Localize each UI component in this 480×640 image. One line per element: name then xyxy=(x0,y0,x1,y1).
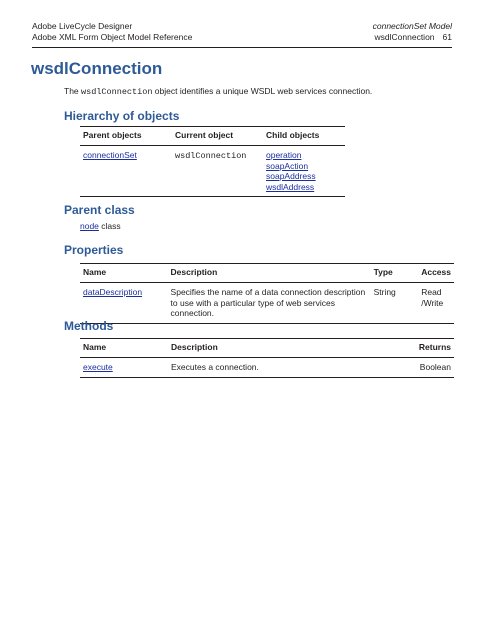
header-doc-title: Adobe LiveCycle Designer xyxy=(32,21,133,31)
header-chapter: connectionSet Model xyxy=(372,21,452,31)
property-access: Read /Write xyxy=(418,283,454,324)
methods-heading: Methods xyxy=(64,319,114,333)
parent-link-connectionSet[interactable]: connectionSet xyxy=(83,150,137,160)
col-current-object: Current object xyxy=(172,127,263,146)
col-access: Access xyxy=(418,264,454,283)
header-rule xyxy=(32,47,452,48)
table-row xyxy=(80,146,345,197)
child-objects-list xyxy=(263,146,345,197)
header-section xyxy=(375,32,452,43)
method-returns: Boolean xyxy=(398,358,454,378)
parent-class-text xyxy=(80,221,121,231)
intro-code: wsdlConnection xyxy=(81,87,153,97)
col-name: Name xyxy=(80,264,168,283)
col-returns: Returns xyxy=(398,339,454,358)
current-object: wsdlConnection xyxy=(175,151,247,161)
table-row xyxy=(80,358,454,378)
intro-prefix: The xyxy=(64,86,82,96)
col-parent-objects: Parent objects xyxy=(80,127,172,146)
parent-class-link-node[interactable]: node xyxy=(80,221,99,231)
parent-class-suffix: class xyxy=(98,221,121,231)
method-link-execute[interactable]: execute xyxy=(83,362,113,372)
property-type: String xyxy=(371,283,419,324)
page-number: 61 xyxy=(442,32,452,42)
intro-suffix: object identifies a unique WSDL web services connection. xyxy=(152,86,373,96)
col-type: Type xyxy=(371,264,419,283)
col-name: Name xyxy=(80,339,168,358)
property-description: Specifies the name of a data connection description to use with a particular type of web services connection. xyxy=(168,283,371,324)
methods-table xyxy=(80,338,454,378)
properties-heading: Properties xyxy=(64,243,124,257)
page-title: wsdlConnection xyxy=(31,59,163,78)
table-row xyxy=(80,283,454,324)
col-child-objects: Child objects xyxy=(263,127,345,146)
page-header xyxy=(32,21,452,43)
child-link-wsdlAddress[interactable]: wsdlAddress xyxy=(266,181,315,192)
intro-paragraph xyxy=(64,86,372,97)
col-description: Description xyxy=(168,264,371,283)
header-doc-subtitle: Adobe XML Form Object Model Reference xyxy=(32,32,193,42)
child-link-operation[interactable]: operation xyxy=(266,150,302,160)
properties-table xyxy=(80,263,454,324)
method-description: Executes a connection. xyxy=(168,358,398,378)
col-description: Description xyxy=(168,339,398,358)
hierarchy-table xyxy=(80,126,345,197)
parent-class-heading: Parent class xyxy=(64,203,135,217)
header-section-name: wsdlConnection xyxy=(374,32,435,42)
child-link-soapAction[interactable]: soapAction xyxy=(266,160,309,171)
hierarchy-heading: Hierarchy of objects xyxy=(64,109,180,123)
child-link-soapAddress[interactable]: soapAddress xyxy=(266,171,316,181)
property-link-dataDescription[interactable]: dataDescription xyxy=(83,287,143,297)
